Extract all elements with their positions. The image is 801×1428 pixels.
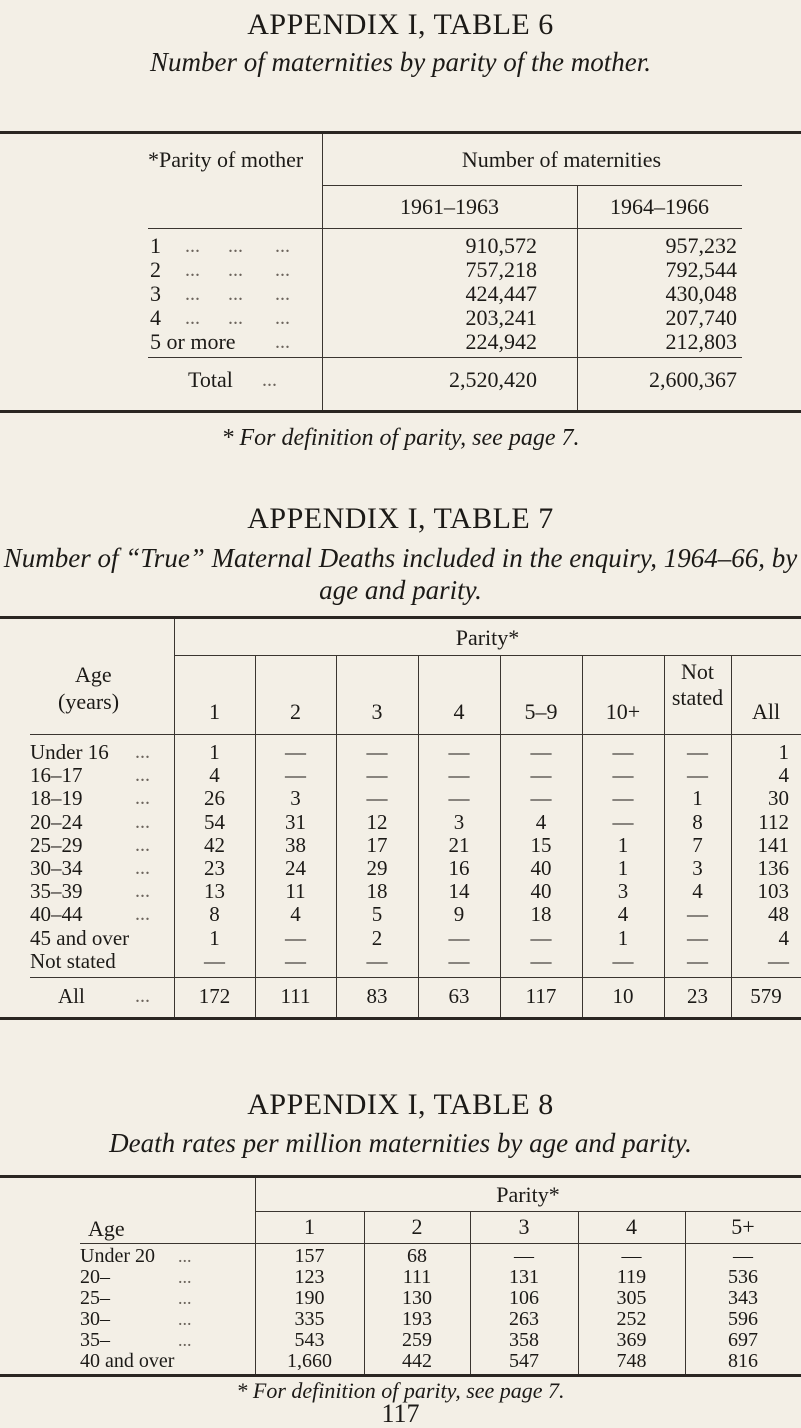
- table7-col-header-stated: stated: [671, 685, 724, 710]
- table7-cell: 1: [209, 925, 220, 950]
- table6-row-parity: 4: [150, 305, 161, 330]
- table6-subheader-rule: [322, 185, 742, 186]
- table8-cell: 130: [402, 1287, 432, 1309]
- table7-cell: 21: [448, 832, 470, 857]
- table7-cell: 15: [530, 832, 552, 857]
- table6-row-dots: ...: [185, 235, 200, 257]
- table7-cell: 3: [617, 879, 629, 904]
- table6-total-dots: ...: [262, 369, 277, 391]
- table6-total-a: 2,520,420: [449, 367, 537, 392]
- table7-row-age: 30–34: [30, 856, 83, 880]
- table7-cell: —: [612, 786, 634, 811]
- table8-row-age: 35–: [80, 1329, 110, 1351]
- table7-row-age: 20–24: [30, 809, 83, 834]
- table7-total-cell: 117: [525, 984, 557, 1008]
- table8-cell: 106: [509, 1287, 539, 1309]
- table7-row-dots: ...: [135, 903, 150, 926]
- table7-cell: 54: [204, 809, 225, 834]
- table8-row-age: 20–: [80, 1266, 110, 1288]
- table8-cell: 263: [509, 1308, 539, 1330]
- table6-caption: Number of maternities by parity of the mother.: [150, 47, 651, 77]
- table8-footnote: * For definition of parity, see page 7.: [236, 1378, 565, 1403]
- table8-caption: Death rates per million maternities by age and parity.: [109, 1128, 692, 1158]
- table7-cell: 136: [757, 856, 789, 880]
- table6-col-number: Number of maternities: [461, 147, 662, 172]
- table6-row-parity: 5 or more: [150, 329, 236, 354]
- table7-cell: —: [612, 740, 634, 764]
- table7-row-age: 45 and over: [30, 925, 130, 950]
- table7-row-dots: ...: [135, 764, 150, 787]
- table7-cell: 7: [692, 832, 703, 857]
- table7-cell: —: [687, 925, 708, 950]
- table7-cell: 11: [285, 879, 306, 904]
- table6-row-dots: ...: [185, 259, 200, 281]
- table8-cell: 190: [294, 1287, 325, 1309]
- table7-row-dots: ...: [135, 880, 150, 903]
- table6-row-value-b: 207,740: [665, 305, 737, 330]
- table7-cell: —: [366, 786, 388, 811]
- table7-cell: —: [366, 948, 388, 973]
- table7-cell: —: [530, 763, 552, 788]
- table6-row-value-a: 910,572: [465, 233, 537, 258]
- table6-row-value-b: 792,544: [665, 257, 737, 282]
- table7-cell: —: [612, 809, 634, 834]
- table8-cell: 536: [728, 1266, 758, 1288]
- table7-cell: —: [285, 763, 306, 788]
- table7-cell: 2: [371, 925, 383, 950]
- table8-cell: 697: [728, 1329, 758, 1351]
- table8-cell: 131: [509, 1266, 539, 1288]
- table8-top-rule: [0, 1175, 801, 1178]
- table7-cell: 3: [692, 856, 703, 880]
- table7-cell: —: [530, 948, 552, 973]
- table6-row-dots: ...: [275, 307, 290, 329]
- table8-col-header: 3: [518, 1214, 530, 1239]
- table7-cell: 31: [285, 809, 306, 834]
- table7-cell: —: [612, 763, 634, 788]
- table7-row-age: 25–29: [30, 832, 83, 857]
- table8-cell: 259: [402, 1329, 432, 1351]
- table7-caption-line1: Number of “True” Maternal Deaths included in the enquiry, 1964–66, by: [3, 543, 798, 573]
- table8-header-rule: [80, 1243, 801, 1244]
- table8-cell: 335: [294, 1308, 325, 1330]
- table7-cell: 13: [204, 879, 225, 904]
- table8-cell: —: [514, 1245, 534, 1267]
- table8-cell: 193: [402, 1308, 432, 1330]
- table7-row-dots: ...: [135, 857, 150, 879]
- table7-cell: 4: [617, 902, 629, 927]
- table7-cell: 1: [778, 740, 789, 764]
- table7-cell: 38: [285, 832, 306, 857]
- table8-col-header: 4: [626, 1214, 637, 1239]
- table7-cell: 4: [778, 925, 789, 950]
- table8-bottom-rule: [0, 1374, 801, 1377]
- table7-cell: —: [530, 740, 552, 764]
- table8-cell: 748: [616, 1350, 647, 1372]
- table6-row-value-b: 212,803: [665, 329, 737, 354]
- table7-cell: —: [448, 948, 470, 973]
- table6-row-dots: ...: [275, 283, 290, 305]
- table8-parity-header: Parity*: [496, 1182, 560, 1207]
- table7-bottom-rule: [0, 1017, 801, 1020]
- table7-cell: 8: [692, 809, 703, 834]
- table7-cell: 14: [448, 879, 470, 904]
- table7-cell: —: [687, 763, 708, 788]
- table8-cell: 111: [402, 1266, 432, 1288]
- table8-cell: —: [621, 1245, 642, 1267]
- table7-total-label: All: [58, 984, 85, 1008]
- table7-total-rule: [30, 977, 801, 978]
- table7-cell: 4: [778, 763, 789, 788]
- table7-cell: 18: [366, 879, 388, 904]
- table6-row-dots: ...: [275, 331, 290, 353]
- table8-row-dots: ...: [178, 1288, 192, 1308]
- table6-row-value-a: 224,942: [465, 329, 537, 354]
- table6-row-dots: ...: [228, 235, 243, 257]
- table7-cell: 29: [366, 856, 388, 880]
- table6-col-parity: *Parity of mother: [148, 147, 304, 172]
- table7-cell: 1: [617, 925, 629, 950]
- table7-cell: —: [285, 925, 306, 950]
- table7-cell: —: [366, 763, 388, 788]
- table7-cell: 3: [290, 786, 301, 811]
- table6-row-value-b: 957,232: [665, 233, 737, 258]
- table6-row-value-b: 430,048: [665, 281, 737, 306]
- table7-cell: 1: [692, 786, 703, 811]
- table7-row-age: 16–17: [30, 763, 83, 788]
- table6-total-b: 2,600,367: [649, 367, 737, 392]
- table8-cell: 123: [294, 1266, 325, 1288]
- table7-total-cell: 579: [750, 984, 782, 1008]
- table7-cell: 40: [530, 856, 552, 880]
- table7-total-cell: 23: [687, 984, 708, 1008]
- table7-cell: 103: [757, 879, 789, 904]
- table8-row-dots: ...: [178, 1330, 192, 1350]
- table7-col-header: Not: [681, 659, 714, 684]
- table7-cell: 8: [209, 902, 220, 927]
- table7-total-cell: 83: [366, 984, 388, 1008]
- table6-footnote: * For definition of parity, see page 7.: [221, 425, 580, 451]
- table7-heading: APPENDIX I, TABLE 7: [247, 502, 554, 535]
- table7-cell: 4: [209, 763, 220, 788]
- table6-total-rule: [148, 357, 742, 358]
- table7-cell: 1: [209, 740, 220, 764]
- table7-col-header: 2: [290, 699, 301, 724]
- table8-col-header: 2: [411, 1214, 423, 1239]
- table7-col-header: All: [751, 699, 781, 724]
- table7-cell: 112: [758, 809, 789, 834]
- table8-cell: 547: [509, 1350, 539, 1372]
- table6-row-parity: 3: [150, 281, 161, 306]
- table8-cell: 369: [616, 1329, 647, 1351]
- table7-parity-rule: [174, 655, 801, 656]
- table7-cell: 9: [453, 902, 465, 927]
- table6-row-dots: ...: [185, 283, 200, 305]
- table7-row-age: Under 16: [30, 740, 109, 764]
- table6-row-value-a: 757,218: [465, 257, 537, 282]
- table8-cell: 816: [728, 1350, 758, 1372]
- table6-row-dots: ...: [228, 283, 243, 305]
- table7-cell: 1: [617, 856, 629, 880]
- table7-row-dots: ...: [135, 741, 150, 763]
- table7-parity-header: Parity*: [455, 625, 520, 650]
- table7-total-cell: 63: [448, 984, 470, 1008]
- table6-row-dots: ...: [228, 307, 243, 329]
- page-number: 117: [381, 1399, 420, 1428]
- table7-cell: 42: [204, 832, 225, 857]
- table7-cell: —: [687, 948, 708, 973]
- table8-cell: 596: [728, 1308, 758, 1330]
- table6-row-dots: ...: [275, 235, 290, 257]
- table8-row-age: Under 20: [80, 1245, 155, 1267]
- table7-total-cell: 172: [198, 984, 231, 1008]
- table7-header-rule: [30, 734, 801, 735]
- table8-heading: APPENDIX I, TABLE 8: [247, 1088, 554, 1121]
- table7-years-header: (years): [58, 689, 120, 714]
- table6-row-dots: ...: [185, 307, 200, 329]
- table8-cell: 119: [616, 1266, 647, 1288]
- table7-total-cell: 111: [280, 984, 311, 1008]
- table7-caption-line2: age and parity.: [319, 575, 482, 605]
- table7-row-age: 40–44: [30, 902, 83, 927]
- table8-cell: 305: [616, 1287, 647, 1309]
- table8-row-dots: ...: [178, 1267, 192, 1287]
- table7-cell: 24: [285, 856, 306, 880]
- table7-cell: 17: [366, 832, 388, 857]
- table7-cell: —: [448, 786, 470, 811]
- table7-cell: —: [204, 948, 225, 973]
- table7-cell: —: [448, 763, 470, 788]
- table6-top-rule: [0, 131, 801, 134]
- table6-header-rule: [148, 228, 742, 229]
- table6-row-dots: ...: [275, 259, 290, 281]
- table8-cell: 343: [728, 1287, 758, 1309]
- table7-cell: 18: [530, 902, 552, 927]
- table6-row-parity: 1: [150, 233, 161, 258]
- table8-row-dots: ...: [178, 1246, 192, 1266]
- table7-cell: —: [285, 948, 306, 973]
- table7-cell: —: [687, 740, 708, 764]
- table6-total-label: Total: [188, 367, 233, 392]
- table7-cell: 23: [204, 856, 225, 880]
- table7-cell: —: [530, 786, 552, 811]
- table7-cell: —: [530, 925, 552, 950]
- table7-cell: 30: [768, 786, 789, 811]
- table7-col-header: 10+: [605, 699, 641, 724]
- table7-age-header: Age: [75, 662, 112, 687]
- table7-col-header: 4: [453, 699, 465, 724]
- table6-heading: APPENDIX I, TABLE 6: [247, 8, 554, 41]
- table7-row-age: Not stated: [30, 948, 116, 973]
- table7-cell: —: [768, 948, 789, 973]
- table7-col-header: 3: [371, 699, 383, 724]
- table8-row-age: 30–: [80, 1308, 110, 1330]
- table7-total-cell: 10: [612, 984, 634, 1008]
- table7-cell: 141: [757, 832, 789, 857]
- table6-period-a: 1961–1963: [400, 194, 499, 219]
- table6-row-value-a: 203,241: [465, 305, 537, 330]
- table8-row-age: 25–: [80, 1287, 110, 1309]
- table7-col-header: 5–9: [524, 699, 558, 724]
- table7-top-rule: [0, 616, 801, 619]
- table7-cell: 40: [530, 879, 552, 904]
- table8-row-age: 40 and over: [80, 1350, 175, 1372]
- table7-cell: —: [366, 740, 388, 764]
- table8-cell: 68: [407, 1245, 427, 1267]
- table8-cell: 543: [294, 1329, 325, 1351]
- table8-cell: 358: [509, 1329, 539, 1351]
- table7-cell: 12: [366, 809, 388, 834]
- table8-age-header: Age: [88, 1216, 125, 1241]
- table7-cell: 4: [535, 809, 547, 834]
- table7-cell: 16: [448, 856, 470, 880]
- table6-bottom-rule: [0, 410, 801, 413]
- table7-cell: 3: [453, 809, 465, 834]
- table7-row-dots: ...: [135, 810, 150, 833]
- table8-cell: 1,660: [287, 1350, 332, 1372]
- table7-cell: 48: [768, 902, 789, 927]
- table7-cell: 26: [204, 786, 225, 811]
- table8-parity-rule: [255, 1211, 801, 1212]
- table7-cell: 5: [371, 902, 383, 927]
- table7-cell: —: [285, 740, 306, 764]
- table6-row-value-a: 424,447: [465, 281, 537, 306]
- table7-row-age: 35–39: [30, 879, 83, 904]
- table8-cell: 442: [402, 1350, 432, 1372]
- table7-row-dots: ...: [135, 787, 150, 810]
- table6-row-parity: 2: [150, 257, 161, 282]
- table8-col-header: 1: [304, 1214, 315, 1239]
- table6-period-b: 1964–1966: [610, 194, 709, 219]
- table7-cell: —: [448, 925, 470, 950]
- table7-cell: —: [687, 902, 708, 927]
- table7-cell: —: [612, 948, 634, 973]
- table7-row-dots: ...: [135, 833, 150, 856]
- table8-col-header: 5+: [731, 1214, 755, 1239]
- table7-cell: 4: [290, 902, 301, 927]
- table7-total-dots: ...: [135, 985, 150, 1007]
- table6-row-dots: ...: [228, 259, 243, 281]
- table8-cell: 252: [616, 1308, 647, 1330]
- table7-cell: —: [448, 740, 470, 764]
- table7-col-header: 1: [209, 699, 220, 724]
- table8-cell: —: [733, 1245, 753, 1267]
- table7-cell: 1: [617, 832, 629, 857]
- table7-row-age: 18–19: [30, 786, 83, 811]
- table8-cell: 157: [294, 1245, 325, 1267]
- table8-row-dots: ...: [178, 1309, 192, 1329]
- table7-cell: 4: [692, 879, 703, 904]
